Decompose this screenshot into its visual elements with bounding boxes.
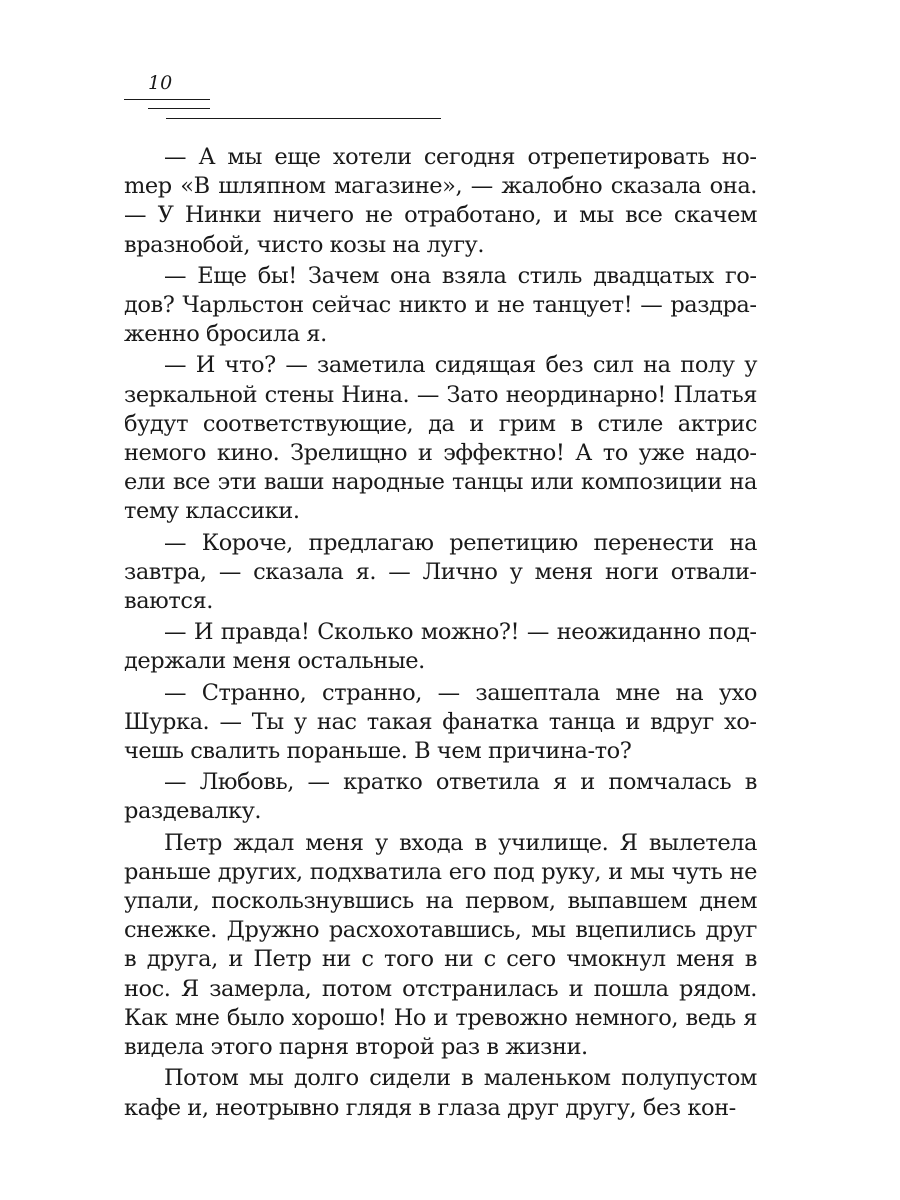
paragraph: — Еще бы! Зачем она взяла стиль двадцатых годов? Чарльстон сейчас никто и не танцует! — раздраженно бросила я. [124,262,757,348]
body-text [124,143,757,1123]
paragraph: Петр ждал меня у входа в училище. Я вылетела раньше других, подхватила его под руку, и мы чуть не упали, поскользнувшись на первом, выпавшем днем снежке. Дружно расхохотавшись, мы вцепились друг в друга, и Петр ни с того ни с сего чмокнул меня в нос. Я замерла, потом отстранилась и пошла рядом. Как мне было хорошо! Но и тревожно немного, ведь я видела этого парня второй раз в жизни. [124,829,757,1061]
paragraph: — И правда! Сколько можно?! — неожиданно поддержали меня остальные. [124,619,757,675]
header-rule-middle [148,108,210,109]
paragraph: Потом мы долго сидели в маленьком полупустом кафе и, неотрывно глядя в глаза друг другу, без кон- [124,1065,757,1121]
paragraph: — Короче, предлагаю репетицию перенести на завтра, — сказала я. — Лично у меня ноги отваливаются. [124,529,757,615]
paragraph: — Странно, странно, — зашептала мне на ухо Шурка. — Ты у нас такая фанатка танца и вдруг хочешь свалить пораньше. В чем причина-то? [124,679,757,765]
header-rule-bottom [166,118,441,119]
paragraph: — А мы еще хотели сегодня отрепетировать ноmер «В шляпном магазине», — жалобно сказала она. — У Нинки ничего не отработано, и мы все скачем вразнобой, чисто козы на лугу. [124,144,757,258]
header-rule-top [124,99,210,100]
paragraph: — И что? — заметила сидящая без сил на полу у зеркальной стены Нина. — Зато неординарно! Платья будут соответствующие, да и грим в стиле актрис немого кино. Зрелищно и эффектно! А то уже надоели все эти ваши народные танцы или композиции на тему классики. [124,352,757,525]
page-number: 10 [148,72,173,94]
paragraph: — Любовь, — кратко ответила я и помчалась в раздевалку. [124,769,757,825]
